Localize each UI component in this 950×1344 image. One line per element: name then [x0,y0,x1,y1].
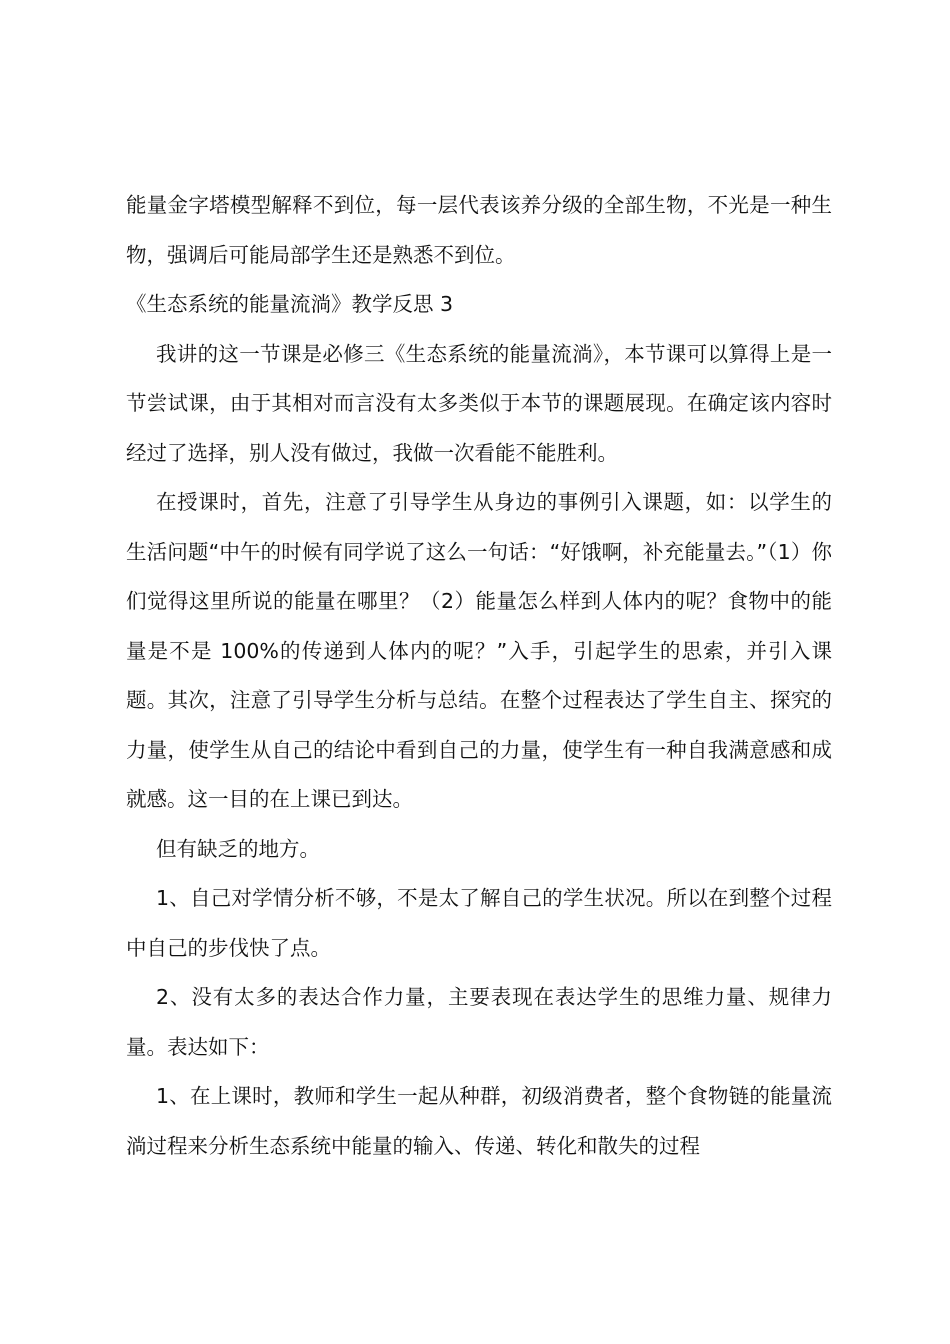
paragraph-point-2: 2、没有太多的表达合作力量，主要表现在表达学生的思维力量、规律力量。表达如下： [126,985,832,1059]
paragraph-lesson-intro: 我讲的这一节课是必修三《生态系统的能量流淌》，本节课可以算得上是一节尝试课，由于其相对而言没有太多类似于本节的课题展现。在确定该内容时经过了选择，别人没有做过，我做一次看能不能胜利。 [126,341,832,465]
paragraph-pyramid-explanation: 能量金字塔模型解释不到位，每一层代表该养分级的全部生物，不光是一种生物，强调后可能局部学生还是熟悉不到位。 [126,193,832,267]
paragraph-point-1: 1、自己对学情分析不够，不是太了解自己的学生状况。所以在到整个过程中自己的步伐快了点。 [126,886,832,960]
section-title: 《生态系统的能量流淌》教学反思 3 [126,292,454,316]
paragraph-sub-point-1: 1、在上课时，教师和学生一起从种群，初级消费者，整个食物链的能量流淌过程来分析生态系统中能量的输入、传递、转化和散失的过程 [126,1084,832,1158]
document-body [126,181,832,1171]
paragraph-shortcomings: 但有缺乏的地方。 [156,836,320,861]
paragraph-teaching-process: 在授课时，首先，注意了引导学生从身边的事例引入课题，如：以学生的生活问题“中午的时候有同学说了这么一句话：“好饿啊，补充能量去。”（1）你们觉得这里所说的能量在哪里？（2）能量怎么样到人体内的呢？食物中的能量是不是 100%的传递到人体内的呢？”入手，引起学生的思索，并引入课题。其次，注意了引导学生分析与总结。在整个过程表达了学生自主、探究的力量，使学生从自己的结论中看到自己的力量，使学生有一种自我满意感和成就感。这一目的在上课已到达。 [126,490,832,811]
